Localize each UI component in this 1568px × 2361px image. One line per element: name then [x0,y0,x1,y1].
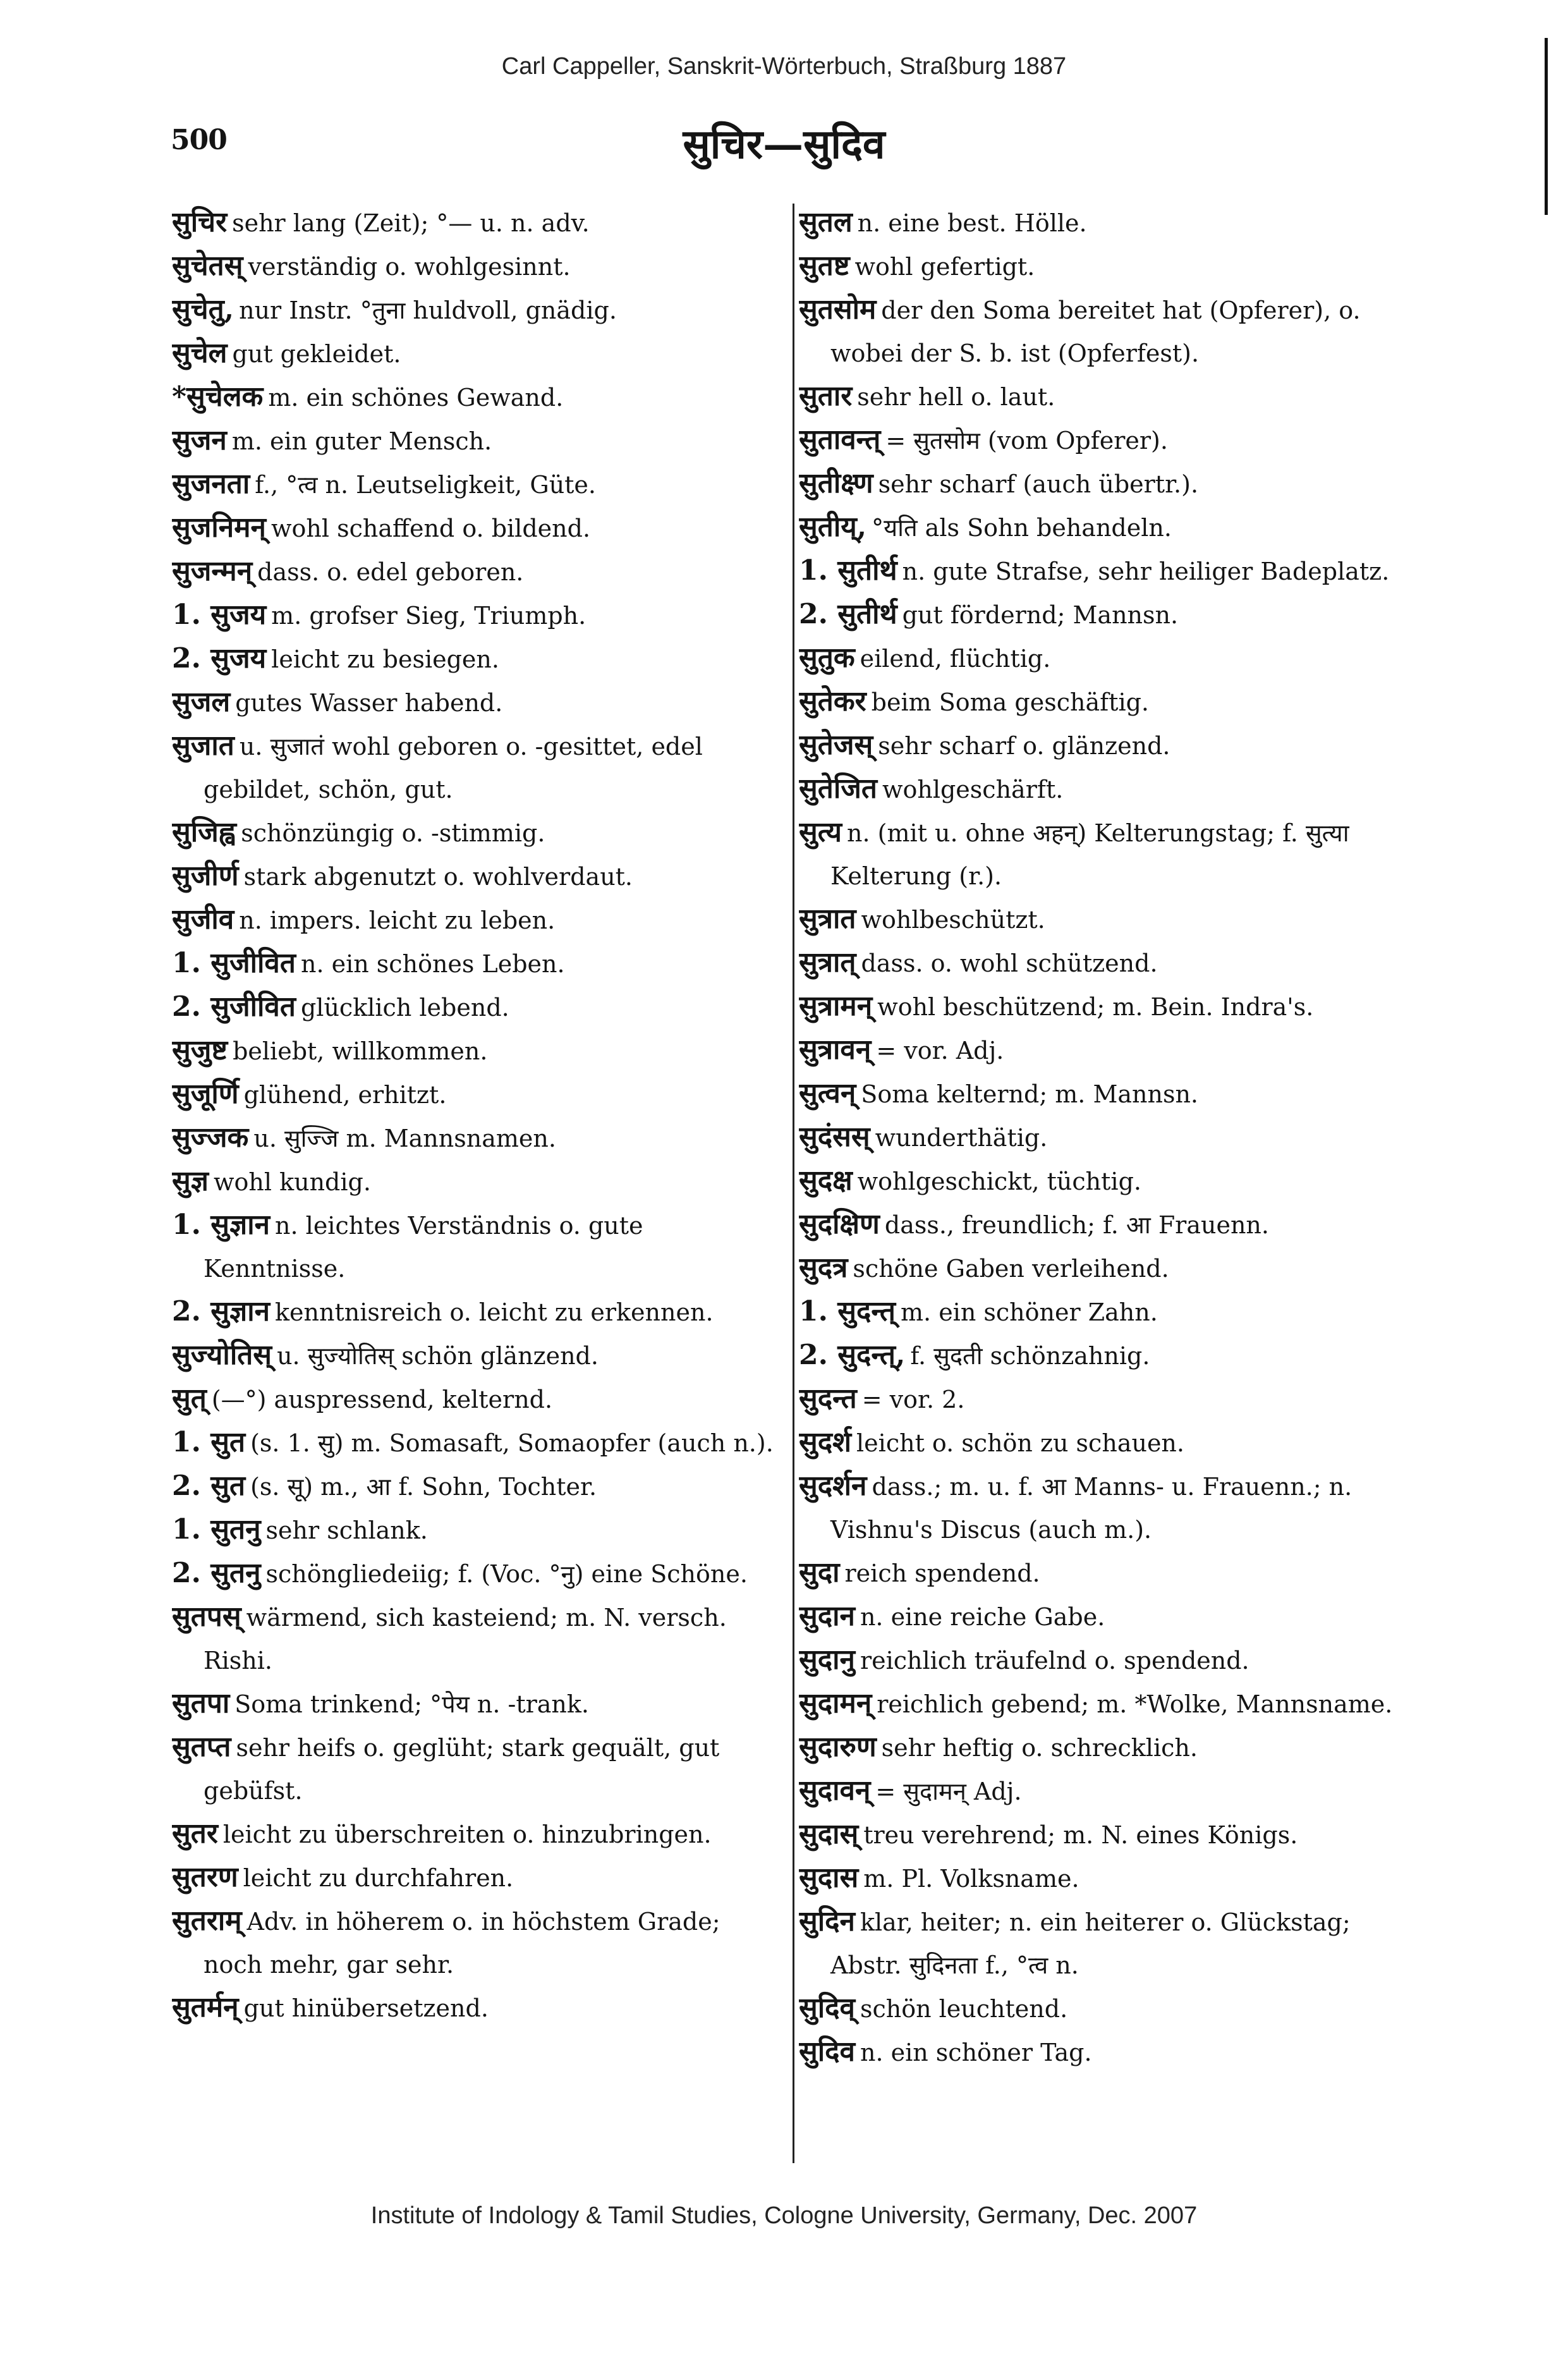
headword: सुदर्श [799,1426,852,1458]
headword: सुतसोम [799,293,877,326]
headword: सुतेजस् [799,729,873,761]
dictionary-entry [172,1116,780,1160]
definition: reichlich träufelnd o. spendend. [860,1647,1249,1675]
headword: 2. सुजय [172,642,267,674]
dictionary-entry [799,462,1411,506]
definition: leicht zu durchfahren. [243,1864,514,1892]
dictionary-entry [799,1290,1411,1334]
dictionary-entry [172,1290,780,1334]
headword: सुदास् [799,1818,859,1850]
definition: eilend, flüchtig. [860,645,1051,673]
dictionary-entry [799,1682,1411,1726]
headword: सुत्रावन् [799,1034,872,1066]
definition: Soma kelternd; m. Mannsn. [861,1080,1199,1108]
headword: सुदर्शन [799,1470,867,1502]
headword: सुतष्ट [799,250,850,282]
headword: 1. सुत [172,1426,246,1458]
definition: m. ein schöner Zahn. [901,1298,1158,1326]
dictionary-entry [172,1986,780,2030]
dictionary-entry [172,724,780,811]
definition: Adv. in höherem o. in höchstem Grade; noch mehr, gar sehr. [204,1908,720,1979]
headword: सुतरण [172,1861,238,1893]
definition: gut gekleidet. [232,340,401,368]
headword: सुजनिमन् [172,511,266,544]
dictionary-entry [799,1813,1411,1857]
dictionary-column-left [172,201,780,2030]
definition: f. सुदती schönzahnig. [910,1342,1150,1370]
headword: सुदिन [799,1905,855,1937]
definition: verständig o. wohlgesinnt. [248,253,571,281]
headword: 2. सुदन्त्, [799,1339,906,1371]
dictionary-entry [799,724,1411,767]
dictionary-entry [172,1726,780,1812]
dictionary-entry [799,811,1411,898]
dictionary-entry [799,1377,1411,1421]
headword: सुजन्मन् [172,555,253,587]
definition: f., °त्व n. Leutseligkeit, Güte. [255,471,597,499]
definition: schön leuchtend. [860,1995,1068,2023]
headword: सुजनता [172,468,250,500]
definition: treu verehrend; m. N. eines Königs. [863,1821,1298,1849]
definition: wohlgeschickt, tüchtig. [857,1168,1141,1195]
headword: सुतेजित [799,772,877,805]
definition: = vor. 2. [861,1386,965,1413]
headword: सुतपा [172,1687,230,1719]
headword: सुचेल [172,337,228,369]
dictionary-entry [172,985,780,1029]
headword: सुचेतु, [172,293,234,326]
definition: n. gute Strafse, sehr heiliger Badeplatz. [902,558,1390,585]
headword: सुतल [799,206,853,238]
dictionary-entry [172,942,780,985]
dictionary-entry [172,1421,780,1465]
headword: सुज्जक [172,1121,249,1154]
definition: n. eine best. Hölle. [857,209,1087,237]
headword: सुदावन् [799,1774,871,1807]
dictionary-entry [172,681,780,724]
definition: beliebt, willkommen. [233,1037,488,1065]
column-divider [793,204,794,2163]
definition: wohl kundig. [213,1168,371,1196]
dictionary-entry [172,1856,780,1900]
definition: wohlbeschützt. [861,906,1045,934]
dictionary-entry [799,680,1411,724]
headword: सुदक्ष [799,1164,853,1197]
definition: nur Instr. °तुना huldvoll, gnädig. [239,296,617,324]
headword: 1. सुदन्त् [799,1295,896,1327]
headword: सुजन [172,424,227,456]
headword: सुजीव [172,903,234,936]
headword: सुत्वन् [799,1077,856,1109]
headword: 2. सुत [172,1470,246,1502]
headword: सुतीक्ष्ण [799,467,873,499]
definition: kenntnisreich o. leicht zu erkennen. [275,1298,714,1326]
headword: सुदिव् [799,1992,855,2024]
definition: dass. o. edel geboren. [257,558,524,586]
definition: dass., freundlich; f. आ Frauenn. [884,1211,1269,1239]
dictionary-entry [799,1116,1411,1159]
dictionary-entry [799,1987,1411,2030]
dictionary-entry [799,1726,1411,1769]
headword: सुदा [799,1556,840,1589]
definition: schöngliedeiig; f. (Voc. °नु) eine Schöne. [265,1560,748,1588]
headword: 1. सुतीर्थ [799,554,897,587]
dictionary-entry [172,1204,780,1290]
definition: reichlich gebend; m. *Wolke, Mannsname. [877,1690,1393,1718]
dictionary-entry [799,1072,1411,1116]
dictionary-entry [799,1465,1411,1551]
definition: m. Pl. Volksname. [863,1865,1079,1893]
dictionary-entry [799,549,1411,593]
headword: सुजूर्णि [172,1078,239,1110]
definition: Soma trinkend; °पेय n. -trank. [234,1690,589,1718]
dictionary-entry [172,463,780,506]
definition: sehr lang (Zeit); °— u. n. adv. [232,209,590,237]
definition: °यति als Sohn behandeln. [872,514,1172,542]
headword: सुजीर्ण [172,860,239,892]
definition: gutes Wasser habend. [235,689,503,717]
dictionary-entry [799,593,1411,637]
dictionary-entry [172,811,780,855]
dictionary-entry [172,332,780,375]
dictionary-entry [799,1857,1411,1900]
headword: *सुचेलक [172,381,264,413]
dictionary-entry [172,550,780,594]
dictionary-entry [799,985,1411,1028]
definition: n. impers. leicht zu leben. [239,906,556,934]
definition: u. सुज्जि m. Mannsnamen. [253,1125,556,1152]
headword: सुज्ञ [172,1165,209,1197]
headword: सुदारुण [799,1731,877,1763]
headword: 1. सुतनु [172,1513,261,1546]
definition: = सुतसोम (vom Opferer). [885,427,1168,455]
headword: सुतप्त [172,1731,231,1763]
dictionary-entry [172,1900,780,1986]
definition: n. ein schönes Leben. [300,950,565,978]
institution-footer: Institute of Indology & Tamil Studies, Cologne University, Germany, Dec. 2007 [370,2202,1198,2229]
headword: सुचेतस् [172,250,243,282]
definition: m. ein guter Mensch. [231,427,492,455]
definition: wohl gefertigt. [854,253,1035,281]
definition: (s. 1. सु) m. Somasaft, Somaopfer (auch n.). [250,1429,774,1457]
dictionary-entry [799,637,1411,680]
dictionary-entry [172,594,780,637]
dictionary-entry [799,1595,1411,1638]
headword: 2. सुतीर्थ [799,598,897,630]
definition: (s. सू) m., आ f. Sohn, Tochter. [250,1473,597,1501]
headword: 1. सुज्ञान [172,1209,270,1241]
definition: glücklich lebend. [300,994,509,1022]
headword: सुदानु [799,1644,855,1676]
dictionary-entry [172,1377,780,1421]
dictionary-entry [172,1160,780,1204]
headword: सुज्योतिस् [172,1339,272,1371]
definition: u. सुजातं wohl geboren o. -gesittet, edel gebildet, schön, gut. [204,733,703,803]
dictionary-entry [172,419,780,463]
definition: leicht zu überschreiten o. hinzubringen. [222,1821,712,1848]
page-number: 500 [171,124,227,156]
dictionary-entry [172,1812,780,1856]
running-head: सुचिर—सुदिव [683,121,885,168]
dictionary-entry [799,1247,1411,1290]
definition: (—°) auspressend, kelternd. [211,1386,553,1413]
headword: सुदान [799,1600,855,1632]
dictionary-entry [172,1073,780,1116]
definition: n. (mit u. ohne अहन्) Kelterungstag; f. सुत्या Kelterung (r.). [830,819,1349,890]
dictionary-entry [172,375,780,419]
dictionary-entry [799,1203,1411,1247]
dictionary-entry [799,941,1411,985]
dictionary-entry [172,245,780,288]
definition: n. eine reiche Gabe. [860,1603,1105,1631]
dictionary-entry [172,637,780,681]
definition: sehr hell o. laut. [857,383,1055,411]
headword: सुतावन्त् [799,424,881,456]
headword: सुत्रामन् [799,990,873,1022]
definition: sehr scharf (auch übertr.). [878,470,1199,498]
definition: leicht o. schön zu schauen. [856,1429,1184,1457]
definition: klar, heiter; n. ein heiterer o. Glückstag; Abstr. सुदिनता f., °त्व n. [830,1908,1351,1979]
headword: सुजुष्ट [172,1034,228,1066]
dictionary-entry [172,1682,780,1726]
headword: सुत्रात् [799,946,856,979]
dictionary-entry [799,1421,1411,1465]
headword: सुदास [799,1862,859,1894]
dictionary-entry [172,506,780,550]
dictionary-entry [799,1159,1411,1203]
definition: = vor. Adj. [876,1037,1004,1065]
definition: gut hinübersetzend. [243,1994,489,2022]
headword: सुतर्मन् [172,1991,239,2023]
dictionary-entry [799,1551,1411,1595]
headword: सुतीय्, [799,511,867,543]
definition: beim Soma geschäftig. [871,688,1149,716]
headword: 2. सुज्ञान [172,1295,270,1327]
dictionary-entry [172,1595,780,1682]
definition: u. सुज्योतिस् schön glänzend. [277,1342,599,1370]
headword: सुदंसस् [799,1121,870,1153]
definition: wohl beschützend; m. Bein. Indra's. [877,993,1314,1021]
definition: dass.; m. u. f. आ Manns- u. Frauenn.; n. Vishnu's Discus (auch m.). [830,1473,1352,1544]
definition: n. ein schöner Tag. [860,2039,1092,2066]
headword: सुतर [172,1817,218,1850]
definition: sehr scharf o. glänzend. [878,732,1170,760]
definition: dass. o. wohl schützend. [861,949,1158,977]
dictionary-entry [799,2030,1411,2074]
headword: सुतार [799,380,853,412]
dictionary-entry [172,898,780,942]
headword: 2. सुजीवित [172,991,296,1023]
headword: 2. सुतनु [172,1557,261,1589]
definition: m. ein schönes Gewand. [268,384,564,412]
dictionary-entry [172,201,780,245]
definition: n. leichtes Verständnis o. gute Kenntnisse. [204,1212,643,1283]
dictionary-entry [799,1334,1411,1377]
headword: 1. सुजय [172,599,267,631]
citation-header: Carl Cappeller, Sanskrit-Wörterbuch, Straßburg 1887 [501,53,1067,80]
definition: der den Soma bereitet hat (Opferer), o. wobei der S. b. ist (Opferfest). [830,296,1361,367]
headword: सुत्य [799,816,842,848]
dictionary-entry [172,1334,780,1377]
headword: सुजात [172,729,234,762]
definition: wunderthätig. [875,1124,1048,1152]
dictionary-entry [799,245,1411,288]
headword: सुत्रात [799,903,856,935]
headword: सुदन्त [799,1382,857,1415]
definition: glühend, erhitzt. [243,1081,447,1109]
definition: leicht zu besiegen. [271,645,499,673]
dictionary-entry [172,1465,780,1508]
headword: सुदक्षिण [799,1208,880,1240]
definition: wohlgeschärft. [882,776,1064,803]
definition: sehr heftig o. schrecklich. [881,1734,1198,1762]
definition: gut fördernd; Mannsn. [902,601,1179,629]
dictionary-entry [172,855,780,898]
headword: सुतपस् [172,1601,241,1633]
dictionary-entry [172,288,780,332]
definition: wohl schaffend o. bildend. [270,515,591,542]
headword: सुजल [172,686,231,718]
dictionary-entry [799,1028,1411,1072]
dictionary-entry [799,506,1411,549]
dictionary-entry [172,1508,780,1552]
dictionary-entry [799,767,1411,811]
dictionary-column-right [799,201,1411,2074]
headword: सुदिव [799,2035,855,2068]
definition: sehr heifs o. geglüht; stark gequält, gut gebüfst. [204,1734,720,1805]
dictionary-entry [799,288,1411,375]
headword: सुदामन् [799,1687,872,1719]
headword: सुतराम् [172,1905,242,1937]
definition: reich spendend. [844,1559,1040,1587]
dictionary-entry [172,1029,780,1073]
dictionary-entry [799,898,1411,941]
definition: sehr schlank. [265,1516,428,1544]
dictionary-entry [799,1638,1411,1682]
headword: सुत् [172,1382,207,1415]
definition: schönzüngig o. -stimmig. [241,819,545,847]
headword: सुचिर [172,206,228,238]
dictionary-entry [799,1900,1411,1987]
headword: 1. सुजीवित [172,947,296,979]
dictionary-entry [799,1769,1411,1813]
definition: stark abgenutzt o. wohlverdaut. [243,863,633,891]
dictionary-entry [799,418,1411,462]
headword: सुतेकर [799,685,866,717]
dictionary-entry [172,1552,780,1595]
headword: सुजिह्व [172,816,236,848]
dictionary-entry [799,201,1411,245]
dictionary-entry [799,375,1411,418]
headword: सुदत्र [799,1252,848,1284]
definition: schöne Gaben verleihend. [853,1255,1169,1283]
definition: wärmend, sich kasteiend; m. N. versch. Rishi. [204,1604,727,1675]
headword: सुतुक [799,642,855,674]
definition: m. grofser Sieg, Triumph. [271,602,586,630]
definition: = सुदामन् Adj. [875,1778,1022,1805]
